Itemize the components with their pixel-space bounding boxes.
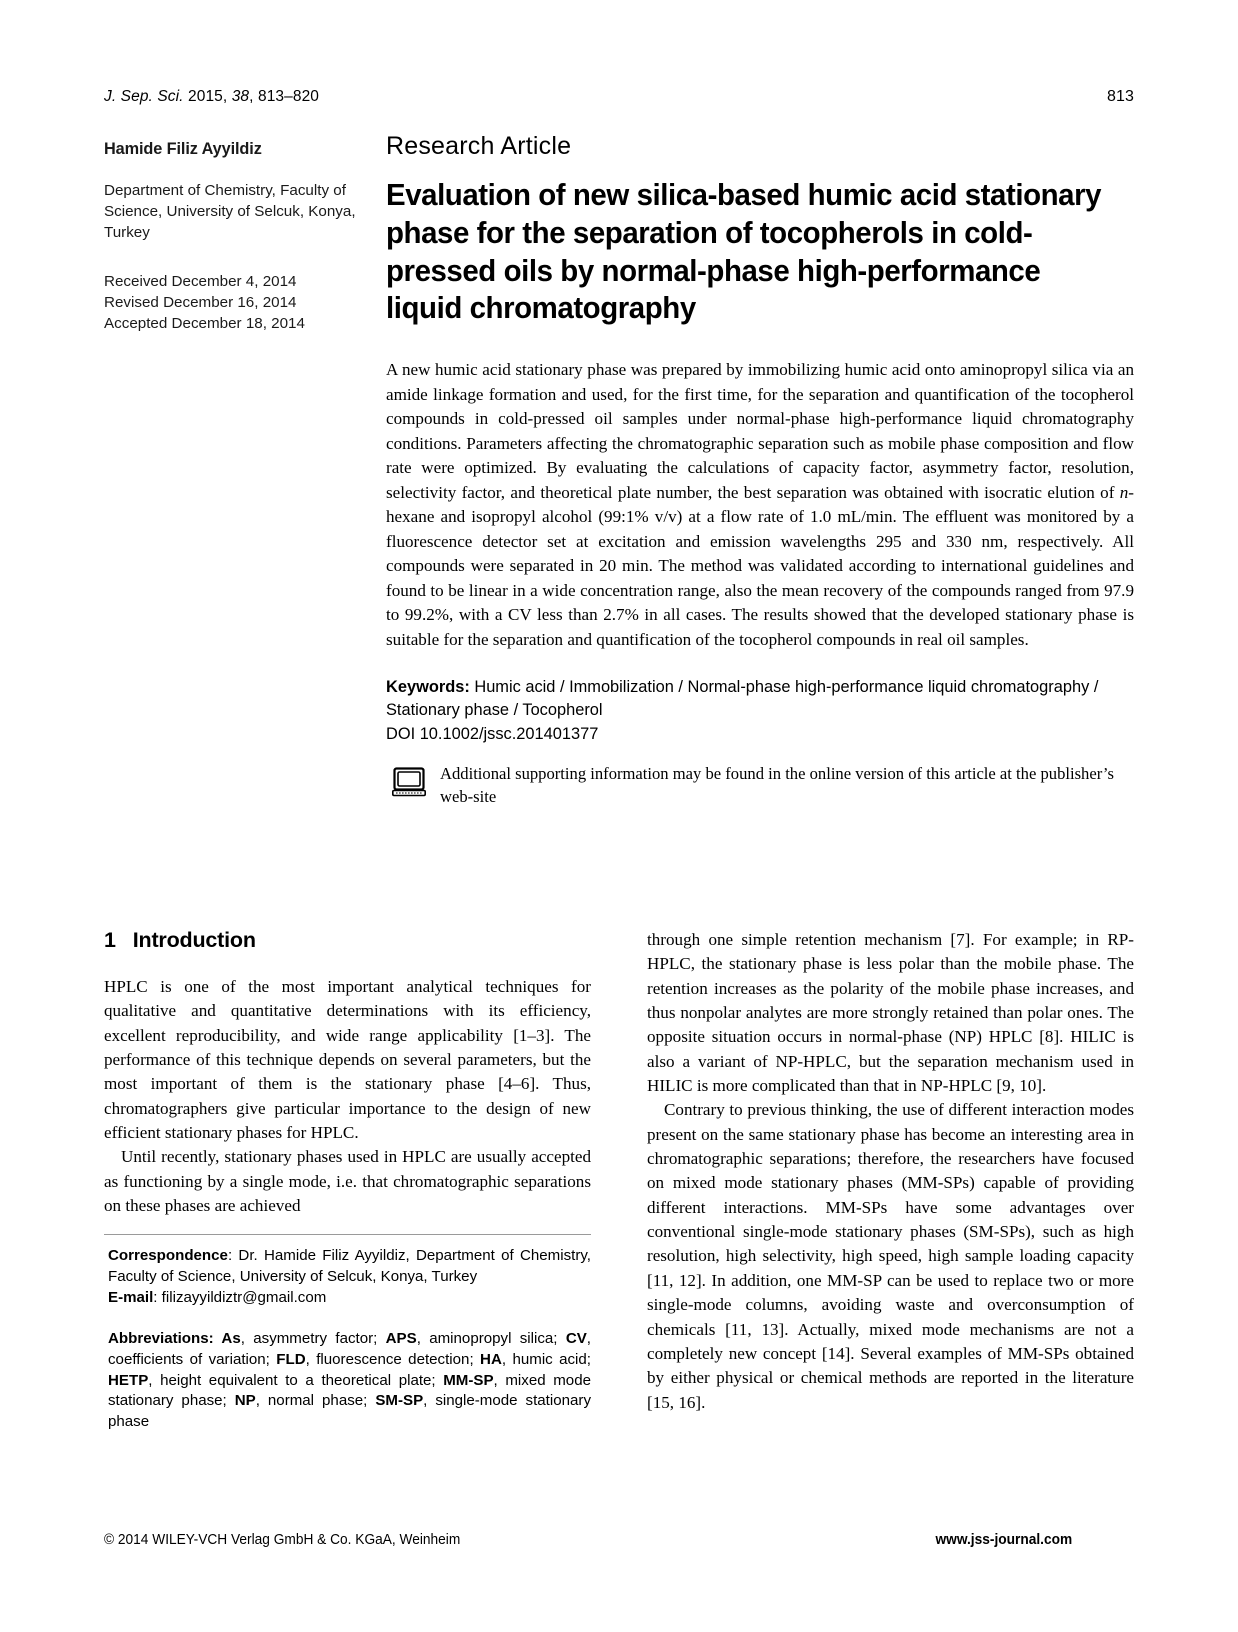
body-columns: [104, 928, 1134, 1456]
article-type-label: Research Article: [386, 132, 572, 160]
date-received: Received December 4, 2014: [104, 273, 297, 291]
left-body-column: [104, 928, 591, 1456]
abbreviations-label: Abbreviations:: [108, 1329, 214, 1347]
abbreviation-term: NP: [234, 1392, 256, 1410]
supporting-information-text: Additional supporting information may be found in the online version of this article at the publisher’s web-site: [440, 764, 1114, 806]
abbreviation-term: HA: [480, 1350, 502, 1368]
correspondence-label: Correspondence: [108, 1247, 228, 1265]
right-body-column: [647, 928, 1134, 1456]
paragraph: Until recently, stationary phases used in HPLC are usually accepted as functioning by a single mode, i.e. that chromatographic separations on these phases are achieved: [104, 1147, 591, 1216]
section-title: Introduction: [132, 928, 256, 952]
correspondence-value: : Dr. Hamide Filiz Ayyildiz, Department of Chemistry, Faculty of Science, University of Selcuk, Konya, Turkey: [108, 1247, 591, 1286]
author-name: Hamide Filiz Ayyildiz: [104, 140, 262, 158]
journal-year: 2015,: [183, 88, 232, 105]
abbreviation-definition: , normal phase;: [255, 1392, 376, 1410]
copyright-notice: © 2014 WILEY-VCH Verlag GmbH & Co. KGaA, Weinheim: [104, 1532, 461, 1548]
article-title: Evaluation of new silica-based humic acid stationary phase for the separation of tocopherols in cold-pressed oils by normal-phase high-performance liquid chromatography: [386, 178, 1102, 326]
paragraph: through one simple retention mechanism [7]. For example; in RP-HPLC, the stationary phase is less polar than the mobile phase. The retention increases as the polarity of the mobile phase increases, and thus nonpolar analytes are more strongly retained than polar ones. The opposite situation occurs in normal-phase (NP) HPLC [8]. HILIC is also a variant of NP-HPLC, but the separation mechanism used in HILIC is more complicated than that in NP-HPLC [9, 10].: [647, 930, 1134, 1096]
keywords-label: Keywords:: [386, 678, 470, 697]
abbreviation-definition: , asymmetry factor;: [240, 1329, 386, 1347]
page-footer: [104, 1532, 1072, 1548]
abbreviation-definition: , aminopropyl silica;: [416, 1329, 566, 1347]
email-label: E-mail: [108, 1289, 154, 1307]
section-heading-introduction: [104, 928, 591, 953]
author-affiliation: Department of Chemistry, Faculty of Science, University of Selcuk, Konya, Turkey: [104, 182, 356, 242]
abbreviation-definition: , coefficients of variation;: [108, 1329, 591, 1368]
abbreviation-definition: , mixed mode stationary phase;: [108, 1371, 591, 1410]
date-accepted: Accepted December 18, 2014: [104, 315, 305, 333]
abbreviation-term: CV: [565, 1329, 587, 1347]
abbreviation-term: FLD: [276, 1350, 306, 1368]
title-abstract-column: [386, 132, 1134, 809]
article-header-zone: [104, 132, 1134, 809]
abstract-part-2: -hexane and isopropyl alcohol (99:1% v/v) at a flow rate of 1.0 mL/min. The effluent was monitored by a fluorescence detector set at excitation and emission wavelengths 295 and 330 nm, respectively. All compounds were separated in 20 min. The method was validated according to international guidelines and found to be linear in a wide concentration range, also the mean recovery of the compounds ranged from 97.9 to 99.2%, with a CV less than 2.7% in all cases. The results showed that the developed stationary phase is suitable for the separation and quantification of the tocopherol compounds in real oil samples.: [386, 482, 1134, 649]
abbreviation-definition: , height equivalent to a theoretical plate;: [148, 1371, 444, 1389]
correspondence-footnote: [104, 1246, 591, 1308]
abstract-text: [386, 358, 1134, 652]
abbreviation-term: APS: [385, 1329, 417, 1347]
page-number: 813: [1107, 88, 1134, 105]
abbreviation-term: As: [213, 1329, 241, 1347]
abbreviation-definition: , humic acid;: [501, 1350, 591, 1368]
journal-pages: , 813–820: [249, 88, 320, 105]
abbreviation-term: SM-SP: [375, 1392, 424, 1410]
abstract-italic-n: n: [1119, 482, 1129, 502]
abbreviations-footnote: [104, 1329, 591, 1433]
abbreviation-definition: , fluorescence detection;: [305, 1350, 481, 1368]
section-number: 1: [104, 928, 116, 952]
journal-website[interactable]: www.jss-journal.com: [935, 1532, 1073, 1548]
journal-volume: 38: [231, 88, 250, 105]
running-head: [104, 88, 1134, 106]
paragraph: Contrary to previous thinking, the use of different interaction modes present on the same stationary phase has become an interesting area in chromatographic separations; therefore, the researchers have focused on mixed mode stationary phases (MM-SPs) capable of providing different interactions. MM-SPs have some advantages over conventional single-mode stationary phases (SM-SPs), such as high resolution, high selectivity, high speed, high sample loading capacity [11, 12]. In addition, one MM-SP can be used to replace two or more single-mode columns, avoiding waste and overconsumption of chemicals [11, 13]. Actually, mixed mode mechanisms are not a completely new concept [14]. Several examples of MM-SPs obtained by either physical or chemical methods are reported in the literature [15, 16].: [647, 1100, 1134, 1412]
abbreviation-term: MM-SP: [443, 1371, 494, 1389]
abstract-part-1: A new humic acid stationary phase was prepared by immobilizing humic acid onto aminopropyl silica via an amide linkage formation and used, for the first time, for the separation and quantification of the tocopherol compounds in cold-pressed oil samples under normal-phase high-performance liquid chromatography conditions. Parameters affecting the chromatographic separation such as mobile phase composition and flow rate were optimized. By evaluating the calculations of capacity factor, asymmetry factor, resolution, selectivity factor, and theoretical plate number, the best separation was obtained with isocratic elution of: [386, 360, 1134, 502]
abbreviation-definition: , single-mode stationary phase: [108, 1392, 591, 1431]
paragraph: HPLC is one of the most important analytical techniques for qualitative and quantitative determinations with its efficiency, excellent reproducibility, and wide range applicability [1–3]. The performance of this technique depends on several parameters, but the most important of them is the stationary phase [4–6]. Thus, chromatographers give particular importance to the design of new efficient stationary phases for HPLC.: [104, 977, 591, 1143]
journal-name: J. Sep. Sci.: [104, 88, 184, 105]
email-value[interactable]: : filizayyildiztr@gmail.com: [153, 1289, 327, 1307]
keywords-line: [386, 676, 1134, 721]
author-meta-column: [104, 132, 386, 335]
footnote-rule: [104, 1234, 591, 1235]
date-revised: Revised December 16, 2014: [104, 294, 297, 312]
keywords-value: Humic acid / Immobilization / Normal-phase high-performance liquid chromatography / Stationary phase / Tocopherol: [386, 678, 1099, 719]
journal-reference: [104, 88, 319, 106]
abbreviation-term: HETP: [108, 1371, 149, 1389]
doi-line: DOI 10.1002/jssc.201401377: [386, 725, 599, 744]
supporting-information-note: [386, 763, 1134, 808]
article-dates: [104, 272, 386, 335]
laptop-icon: [392, 767, 426, 802]
